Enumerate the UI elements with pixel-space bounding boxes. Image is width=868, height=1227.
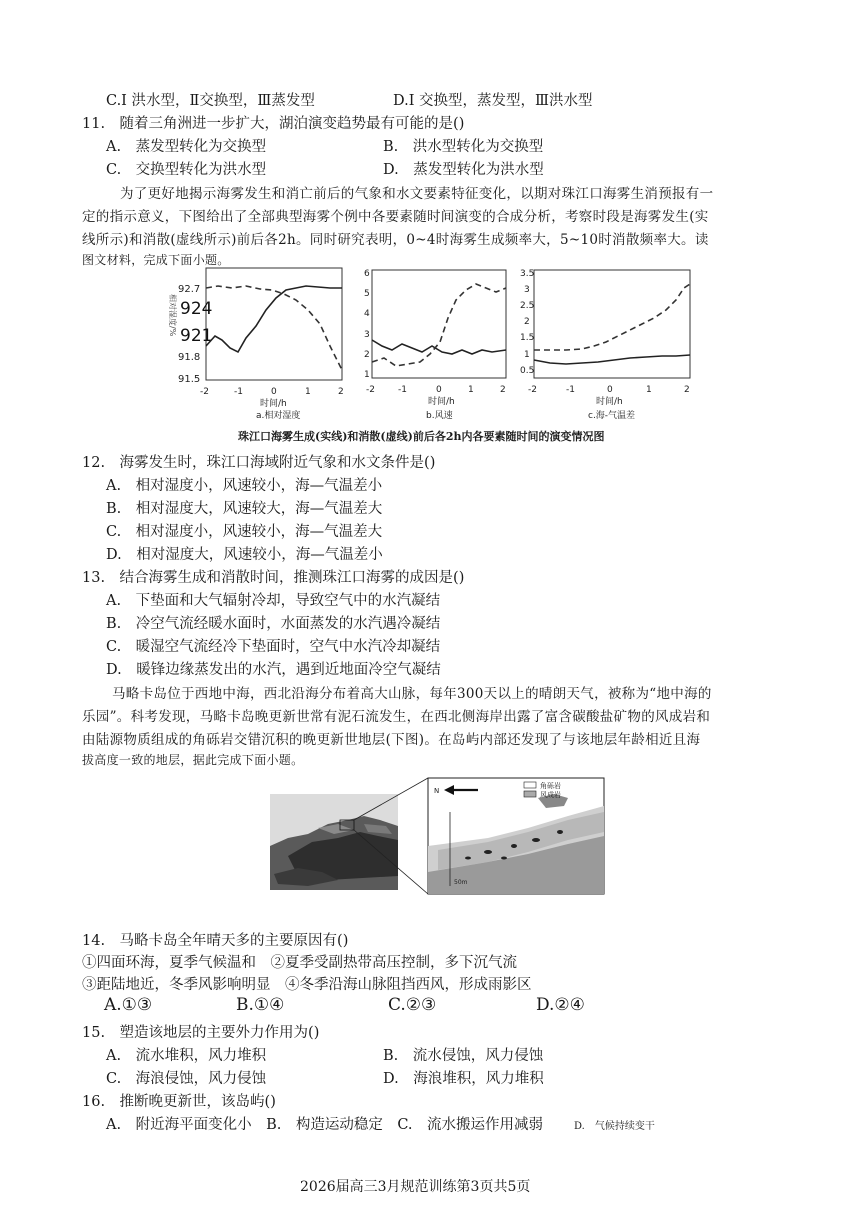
q15-option-a: A. 流水堆积，风力堆积: [106, 1048, 267, 1064]
passage1-line1: 为了更好地揭示海雾发生和消亡前后的气象和水文要素特征变化，以期对珠江口海雾生消预报有一: [120, 186, 714, 202]
q15-stem: 15. 塑造该地层的主要外力作用为(): [82, 1025, 320, 1041]
passage1-line3: 线所示)和消散(虚线所示)前后各2h。同时研究表明，0~4时海雾生成频率大，5~10时消散频率大。读: [82, 232, 709, 248]
q13-option-c: C. 暖湿空气流经冷下垫面时，空气中水汽冷却凝结: [106, 639, 441, 655]
xtick: -2: [200, 387, 209, 397]
q12-option-d: D. 相对湿度大，风速较小，海—气温差小: [106, 547, 383, 563]
q15-option-b: B. 流水侵蚀，风力侵蚀: [383, 1048, 544, 1064]
xtick: 1: [646, 385, 652, 395]
q11-option-a: A. 蒸发型转化为交换型: [106, 139, 267, 155]
q16-stem: 16. 推断晚更新世，该岛屿(): [82, 1094, 276, 1110]
q12-option-a: A. 相对湿度小，风速较小，海—气温差小: [106, 478, 383, 494]
q14-option-a: A.①③: [104, 995, 153, 1015]
xtick: -1: [566, 385, 575, 395]
passage1-line4: 图文材料，完成下面小题。: [82, 253, 230, 267]
q14-statement-3-4: ③距陆地近，冬季风影响明显 ④冬季沿海山脉阻挡西风，形成雨影区: [82, 977, 532, 993]
q12-option-c: C. 相对湿度小，风速较小，海—气温差大: [106, 524, 383, 540]
passage1-line2: 定的指示意义，下图给出了全部典型海雾个例中各要素随时间演变的合成分析，考察时段是海雾发生(实: [82, 209, 709, 225]
legend-swatch-breccia: [524, 782, 536, 788]
north-label: N: [434, 787, 440, 795]
xtick: 0: [271, 387, 277, 397]
ytick: 5: [364, 289, 370, 299]
ytick: 92.7: [178, 284, 201, 295]
ytick: 921: [180, 326, 213, 346]
xtick: 2: [500, 385, 506, 395]
ytick: 6: [364, 269, 370, 279]
ytick: 3.5: [520, 269, 535, 279]
ytick: 91.8: [178, 352, 201, 363]
humidity-dashed-line: [206, 286, 342, 370]
q11-option-c: C. 交换型转化为洪水型: [106, 162, 267, 178]
xtick: 1: [468, 385, 474, 395]
passage2-line2: 乐园”。科考发现，马略卡岛晚更新世常有泥石流发生，在西北侧海岸出露了富含碳酸盐矿物的风成岩和: [82, 709, 711, 725]
xtick: -2: [528, 385, 537, 395]
ytick: 3: [524, 285, 530, 295]
passage2-line3: 由陆源物质组成的角砾岩交错沉积的晚更新世地层(下图)。在岛屿内部还发现了与该地层年龄相近且海: [82, 732, 701, 748]
x-axis-label: 时间/h: [596, 397, 623, 407]
panel-caption: b.风速: [426, 411, 453, 421]
q16-option-d: D. 气候持续变干: [574, 1121, 655, 1132]
panel-sea-air-temp-diff: [520, 269, 690, 421]
panel-caption: c.海-气温差: [588, 411, 636, 421]
q10-option-c: C.Ⅰ 洪水型，Ⅱ交换型，Ⅲ蒸发型: [106, 93, 315, 109]
ytick: 4: [364, 309, 370, 319]
q14-statement-1-2: ①四面环海，夏季气候温和 ②夏季受副热带高压控制，多下沉气流: [82, 955, 517, 971]
legend-eolian: 风成岩: [540, 791, 561, 799]
panel-caption: a.相对湿度: [256, 411, 301, 421]
legend-breccia: 角砾岩: [540, 782, 561, 790]
ytick: 91.5: [178, 374, 201, 385]
x-axis-label: 时间/h: [428, 397, 455, 407]
q14-option-c: C.②③: [388, 995, 437, 1015]
passage2-line1: 马略卡岛位于西地中海，西北沿海分布着高大山脉，每年300天以上的晴朗天气，被称为“地中海的: [112, 686, 712, 702]
scale-label: 50m: [454, 879, 468, 886]
xtick: -2: [366, 385, 375, 395]
q12-option-b: B. 相对湿度大，风速较大，海—气温差大: [106, 501, 383, 517]
mallorca-strata-figure: [268, 776, 608, 898]
xtick: 2: [684, 385, 690, 395]
panel-relative-humidity: [168, 268, 344, 421]
ytick: 1: [364, 370, 370, 380]
ytick: 1: [524, 350, 530, 360]
q13-option-b: B. 冷空气流经暖水面时，水面蒸发的水汽遇冷凝结: [106, 616, 441, 632]
q10-option-d: D.Ⅰ 交换型，蒸发型，Ⅲ洪水型: [393, 93, 593, 109]
ytick: 2: [364, 350, 370, 360]
xtick: 0: [607, 385, 613, 395]
geologic-section: [428, 778, 604, 894]
legend-swatch-eolian: [524, 791, 536, 797]
y-axis-label: 相对湿度/%: [168, 294, 177, 337]
q13-stem: 13. 结合海雾生成和消散时间，推测珠江口海雾的成因是(): [82, 570, 465, 586]
panel-wind-speed: [364, 269, 506, 421]
q15-option-c: C. 海浪侵蚀，风力侵蚀: [106, 1071, 267, 1087]
figure1-caption: 珠江口海雾生成(实线)和消散(虚线)前后各2h内各要素随时间的演变情况图: [238, 430, 605, 443]
ytick: 2: [524, 317, 530, 327]
fog-element-figure: [160, 266, 700, 444]
q14-option-b: B.①④: [236, 995, 285, 1015]
ytick: 0.5: [520, 366, 535, 376]
tempdiff-solid-line: [534, 355, 690, 364]
q14-option-d: D.②④: [536, 995, 585, 1015]
xtick: -1: [398, 385, 407, 395]
wind-solid-line: [372, 340, 506, 354]
q12-stem: 12. 海雾发生时，珠江口海域附近气象和水文条件是(): [82, 455, 436, 471]
q13-option-d: D. 暖锋边缘蒸发出的水汽，遇到近地面冷空气凝结: [106, 662, 441, 678]
ytick: 2.5: [520, 301, 535, 311]
passage2-line4: 拔高度一致的地层，据此完成下面小题。: [82, 753, 304, 767]
xtick: 1: [305, 387, 311, 397]
x-axis-label: 时间/h: [260, 399, 287, 409]
q11-stem: 11. 随着三角洲进一步扩大，湖泊演变趋势最有可能的是(): [82, 116, 465, 132]
q13-option-a: A. 下垫面和大气辐射冷却，导致空气中的水汽凝结: [106, 593, 441, 609]
q11-option-b: B. 洪水型转化为交换型: [383, 139, 544, 155]
xtick: 0: [436, 385, 442, 395]
q11-option-d: D. 蒸发型转化为洪水型: [383, 162, 544, 178]
page-footer: 2026届高三3月规范训练第3页共5页: [300, 1179, 531, 1195]
q15-option-d: D. 海浪堆积，风力堆积: [383, 1071, 544, 1087]
xtick: 2: [338, 387, 344, 397]
ytick: 1.5: [520, 333, 535, 343]
xtick: -1: [234, 387, 243, 397]
wind-dashed-line: [372, 284, 506, 366]
humidity-solid-line: [206, 286, 342, 352]
ytick: 3: [364, 330, 370, 340]
ytick: 924: [180, 299, 213, 319]
q16-options-abc: A. 附近海平面变化小 B. 构造运动稳定 C. 流水搬运作用减弱: [106, 1117, 544, 1133]
q14-stem: 14. 马略卡岛全年晴天多的主要原因有(): [82, 933, 349, 949]
coast-photo: [270, 794, 398, 890]
tempdiff-dashed-line: [534, 284, 690, 350]
